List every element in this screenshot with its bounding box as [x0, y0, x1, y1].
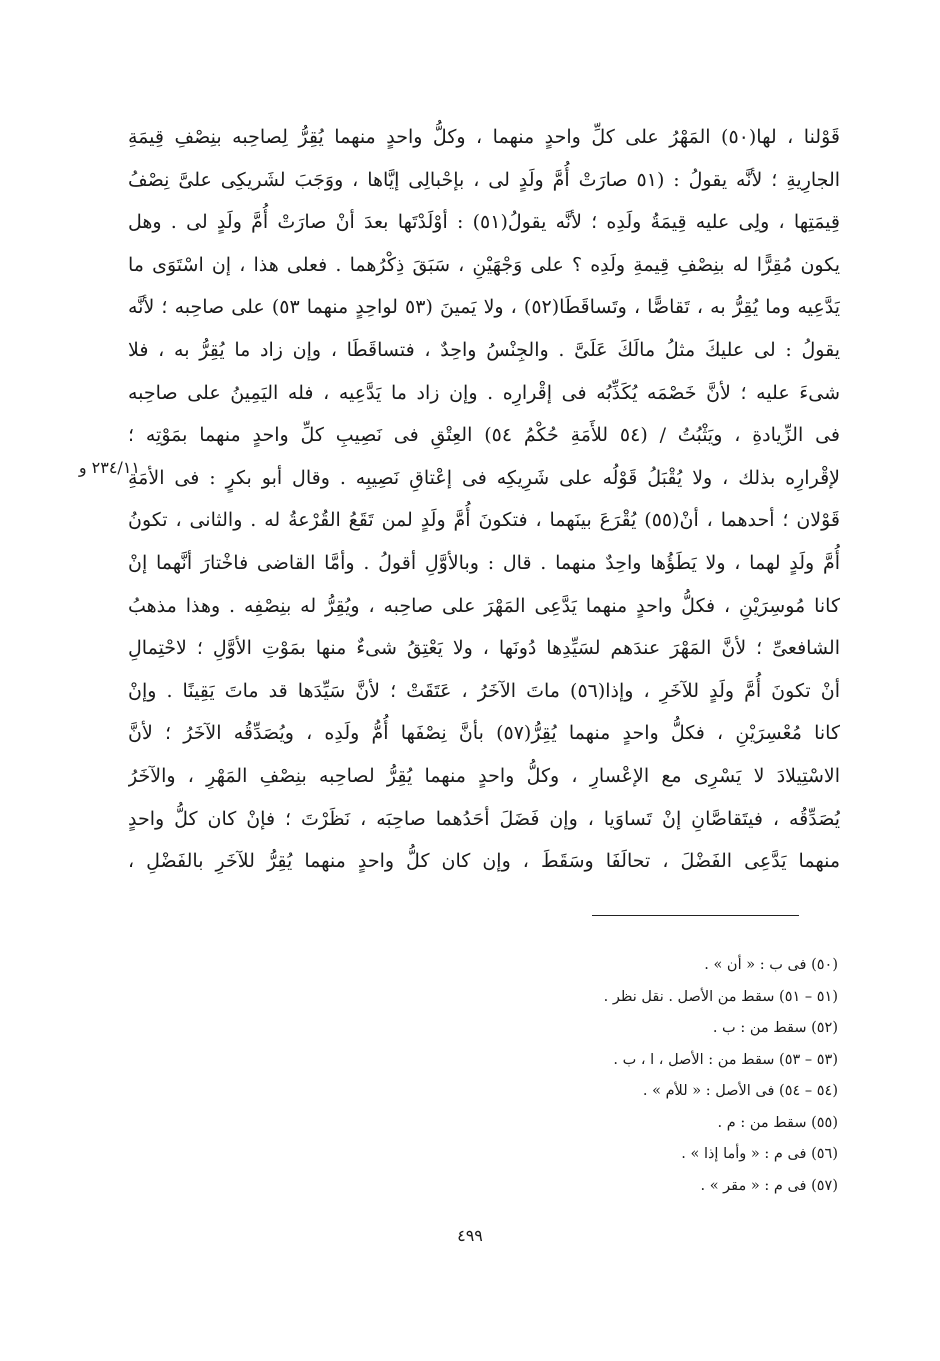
text-line: يكون مُقِرًّا له بنِصْفِ قِيمةِ ولَدِه ؟ على وَجْهَيْنِ ، سَبَقَ ذِكْرُهما . فعلى هذا ، إن اسْتَوَى ما	[128, 253, 840, 276]
text-line: الاسْتِيلادَ لا يَسْرِى مع الإعْسارِ ، وكلُّ واحدٍ منهما يُقِرُّ لصاحِبه بنِصْفِ المَهْرِ ، والآخَرُ	[128, 764, 840, 787]
text-line: الشافعىِّ ؛ لأنَّ المَهْرَ عندَهم لسَيِّدِها دُونَها ، ولا يَعْتِقُ شىءٌ منها بمَوْتِ الأوَّلِ ؛ لاحْتِمالِ	[128, 637, 840, 660]
text-line: منهما يَدَّعِى الفَضْلَ ، تحالَفَا وسَقَطَ ، وإن كان كلُّ واحدٍ منهما يُقِرُّ للآخَرِ بالفَضْلِ ،	[128, 850, 840, 873]
text-line: يَدَّعِيه وما يُقِرُّ به ، تَقاصًّا ، وتَساقَطَا(٥٢) ، ولا يَمينَ (٥٣ لواحِدٍ منهما ٥٣) على صاحِبه ؛ لأنَّه	[128, 296, 840, 319]
footnote: (٥١ – ٥١) سقط من الأصل . نقل نظر .	[603, 988, 838, 1005]
footnote-divider	[592, 915, 799, 916]
text-line: أُمَّ ولَدٍ لهما ، ولا يَطَؤُها واحِدٌ منهما . قال : وبالأوَّلِ أقولُ . وأمَّا القاضى فاخْتارَ أنَّهما إنْ	[128, 551, 840, 574]
text-line: قَوْلنا ، لها(٥٠) المَهْرُ على كلِّ واحدٍ منهما ، وكلُّ واحدٍ منهما يُقِرُّ لِصاحِبه بنِصْفِ قِيمَةِ	[128, 126, 840, 148]
footnotes	[420, 950, 838, 1202]
text-line: كانا مُعْسِرَيْنِ ، فكلُّ واحدٍ منهما يُقِرُّ(٥٧) بأنَّ نِصْفَها أُمُّ ولَدِه ، ويُصَدِّقُه الآخَرُ ؛ لأنَّ	[128, 722, 840, 745]
footnote: (٥٣ – ٥٣) سقط من : الأصل ، ا ، ب .	[613, 1051, 838, 1068]
margin-folio-reference: ٢٣٤/١١ و	[78, 458, 140, 477]
text-line: يقولُ : لى عليكَ مثلُ مالَكَ عَلَىَّ . والجِنْسُ واحِدٌ ، فتساقَطَا ، وإن زاد ما يُقِرُّ به ، فلا	[128, 338, 840, 361]
footnote: (٥٠) فى ب : « أن » .	[704, 957, 838, 973]
text-line: لإقْرارِه بذلك ، ولا يُقْبَلُ قَوْلُه على شَرِيكِه فى إعْتاقِ نَصِيبِه . وقال أبو بكرٍ : فى الأمَةِ	[128, 466, 840, 489]
footnote: (٥٢) سقط من : ب .	[712, 1020, 838, 1036]
footnote: (٥٦) فى م : « وأما إذا » .	[681, 1146, 838, 1162]
text-line: يُصَدِّقُه ، فيتَقاصَّانِ إنْ تَساوَيا ، وإن فَضَلَ أحَدُهما صاحِبَه ، نَظَرْتَ ؛ فإنْ كان كلُّ واحدٍ	[128, 807, 840, 830]
text-line: شىءَ عليه ؛ لأنَّ خَصْمَه يُكَذِّبُه فى إقْرارِه . وإن زاد ما يَدَّعِيه ، فله اليَمِينُ على صاحِبه	[128, 381, 840, 404]
text-line: قِيمَتِها ، ولِى عليه قِيمَةُ ولَدِه ؛ لأنَّه يقولُ(٥١) : أوْلَدْتَها بعدَ أنْ صارَتْ أُمَّ ولَدٍ لى . وهل	[128, 211, 840, 234]
footnote: (٥٥) سقط من : م .	[717, 1114, 838, 1131]
text-line: فى الزِّيادةِ ، ويَثْبُتُ / (٥٤ للأَمَةِ حُكْمُ ٥٤) العِتْقِ فى نَصِيبِ كلِّ واحدٍ منهما بمَوْتِه ؛	[128, 424, 840, 447]
footnote: (٥٧) فى م : « مقر » .	[700, 1177, 838, 1194]
text-line: قَوْلان ؛ أحدهما ، أنْ(٥٥) يُقْرَعَ بينَهما ، فتكونَ أُمَّ ولَدٍ لمن تَقَعُ القُرْعةُ له . والثانى ، تكونُ	[128, 509, 840, 532]
page-number: ٤٩٩	[457, 1226, 483, 1245]
text-line: كانا مُوسِرَيْنِ ، فكلُّ واحدٍ منهما يَدَّعِى المَهْرَ على صاحِبه ، ويُقِرُّ له بنِصْفِه . وهذا مذهبُ	[128, 594, 840, 617]
text-line: الجارِيةِ ؛ لأنَّه يقولُ : (٥١ صارَتْ أُمَّ ولَدٍ لى ، بإحْبالِى إيَّاها ، ووَجَبَ لشَريكِى علىَّ نِصْفُ	[128, 168, 840, 191]
text-line: أنْ تكونَ أُمَّ ولَدٍ للآخَرِ ، وإذا(٥٦) ماتَ الآخَرُ ، عَتَقَتْ ؛ لأنَّ سَيِّدَها قد ماتَ يَقِينًا . وإنْ	[128, 679, 840, 702]
footnote: (٥٤ – ٥٤) فى الأصل : « للأم » .	[642, 1083, 838, 1099]
main-text-block	[128, 116, 840, 883]
